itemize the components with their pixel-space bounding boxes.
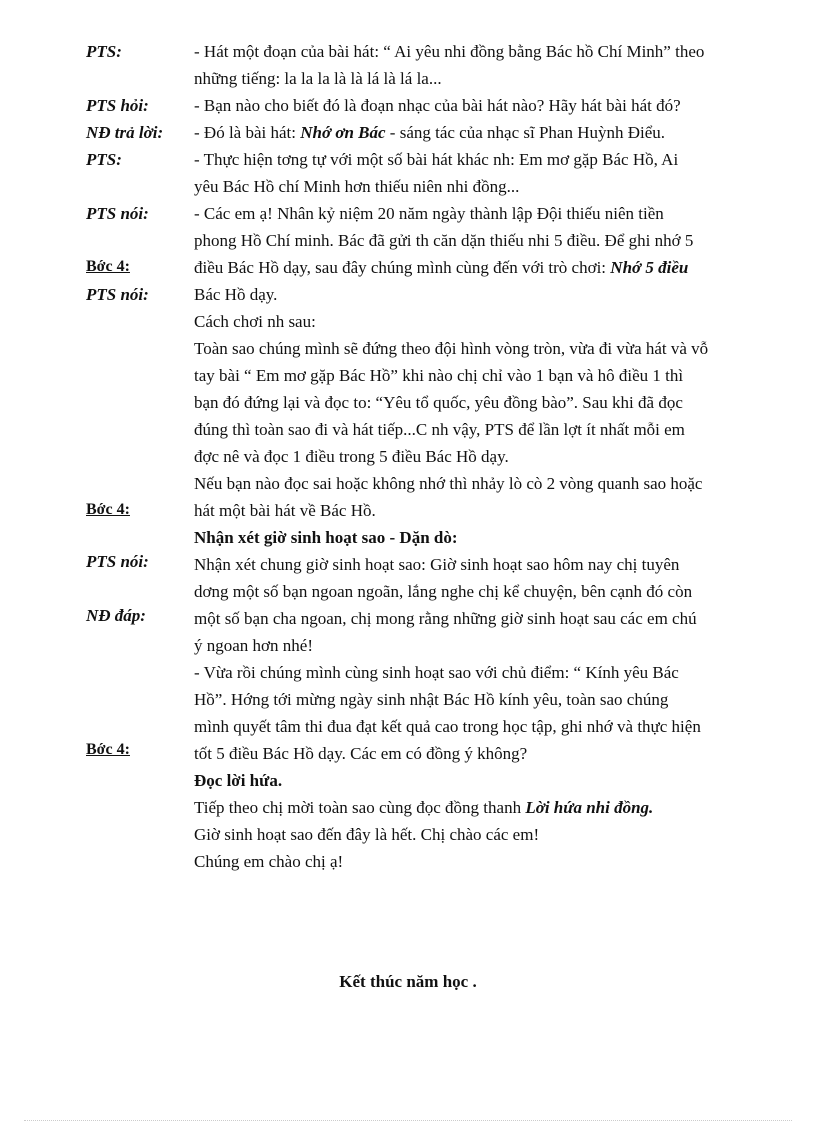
text-segment: - Đó là bài hát:	[194, 123, 301, 142]
page-bottom-rule	[24, 1120, 792, 1121]
text-line: mình quyết tâm thi đua đạt kết quả cao trong học tập, ghi nhớ và thực hiện	[194, 717, 701, 736]
section-heading: Nhận xét giờ sinh hoạt sao - Dặn dò:	[194, 528, 458, 547]
text-line: ý ngoan hơn nhé!	[194, 636, 313, 655]
text-line: Nếu bạn nào đọc sai hoặc không nhớ thì nhảy lò cò 2 vòng quanh sao hoặc	[194, 474, 703, 493]
speaker-label: PTS:	[86, 150, 122, 169]
text-line: những tiếng: la la la là là lá là lá la...	[194, 69, 442, 88]
text-line: tốt 5 điều Bác Hồ dạy. Các em có đồng ý không?	[194, 744, 528, 763]
step-label: Bớc 4:	[86, 501, 130, 518]
speaker-label: PTS nói:	[86, 552, 149, 571]
speaker-label: NĐ đáp:	[86, 606, 146, 625]
text-line: đúng thì toàn sao đi và hát tiếp...C nh vậy, PTS để lần lợt ít nhất mỗi em	[194, 420, 685, 439]
song-title: Nhớ ơn Bác	[300, 123, 386, 142]
text-line: yêu Bác Hồ chí Minh hơn thiếu niên nhi đồng...	[194, 177, 520, 196]
text-line: bạn đó đứng lại và đọc to: “Yêu tổ quốc, yêu đồng bào”. Sau khi đã đọc	[194, 393, 683, 412]
text-line: một số bạn cha ngoan, chị mong rằng những giờ sinh hoạt sau các em chú	[194, 609, 697, 628]
game-title: Nhớ 5 điều	[610, 258, 689, 277]
text-segment: Tiếp theo chị mời toàn sao cùng đọc đồng thanh	[194, 798, 526, 817]
text-line: dơng một số bạn ngoan ngoãn, lắng nghe chị kể chuyện, bên cạnh đó còn	[194, 582, 693, 601]
step-label: Bớc 4:	[86, 741, 130, 758]
text-line: Giờ sinh hoạt sao đến đây là hết. Chị chào các em!	[194, 825, 540, 844]
text-line: - Thực hiện tơng tự với một số bài hát khác nh: Em mơ gặp Bác Hồ, Ai	[194, 150, 679, 169]
section-heading: Đọc lời hứa.	[194, 771, 283, 790]
speaker-label: PTS hỏi:	[86, 96, 149, 115]
text-line: phong Hồ Chí minh. Bác đã gửi th căn dặn thiếu nhi 5 điều. Để ghi nhớ 5	[194, 231, 694, 250]
text-line: đợc nê và đọc 1 điều trong 5 điều Bác Hồ dạy.	[194, 447, 509, 466]
speaker-label: PTS:	[86, 42, 122, 61]
text-segment: điều Bác Hồ dạy, sau đây chúng mình cùng đến với trò chơi:	[194, 258, 611, 277]
text-line	[194, 123, 665, 143]
text-line: - Hát một đoạn của bài hát: “ Ai yêu nhi đồng bằng Bác hồ Chí Minh” theo	[194, 42, 705, 61]
text-line: Bác Hồ dạy.	[194, 285, 278, 304]
text-line: hát một bài hát về Bác Hồ.	[194, 501, 376, 520]
text-line: - Các em ạ! Nhân kỷ niệm 20 năm ngày thành lập Đội thiếu niên tiền	[194, 204, 664, 223]
text-line: Hồ”. Hớng tới mừng ngày sinh nhật Bác Hồ kính yêu, toàn sao chúng	[194, 690, 669, 709]
text-line: - Bạn nào cho biết đó là đoạn nhạc của bài hát nào? Hãy hát bài hát đó?	[194, 96, 681, 115]
speaker-label: NĐ trả lời:	[86, 123, 164, 142]
text-line: Chúng em chào chị ạ!	[194, 852, 344, 871]
text-line: tay bài “ Em mơ gặp Bác Hồ” khi nào chị chỉ vào 1 bạn và hô điều 1 thì	[194, 366, 684, 385]
closing-title: Kết thúc năm học .	[339, 972, 477, 991]
text-line: Toàn sao chúng mình sẽ đứng theo đội hình vòng tròn, vừa đi vừa hát và vỗ	[194, 339, 709, 358]
speaker-label: PTS nói:	[86, 204, 149, 223]
section-heading: Cách chơi nh sau:	[194, 312, 316, 331]
step-label: Bớc 4:	[86, 258, 130, 275]
text-line: - Vừa rồi chúng mình cùng sinh hoạt sao với chủ điểm: “ Kính yêu Bác	[194, 663, 679, 682]
text-segment: - sáng tác của nhạc sĩ Phan Huỳnh Điểu.	[385, 123, 666, 142]
text-line	[194, 798, 653, 818]
text-line: Nhận xét chung giờ sinh hoạt sao: Giờ sinh hoạt sao hôm nay chị tuyên	[194, 555, 680, 574]
pledge-title: Lời hứa nhi đồng.	[525, 798, 654, 817]
text-line	[194, 258, 688, 278]
speaker-label: PTS nói:	[86, 285, 149, 304]
